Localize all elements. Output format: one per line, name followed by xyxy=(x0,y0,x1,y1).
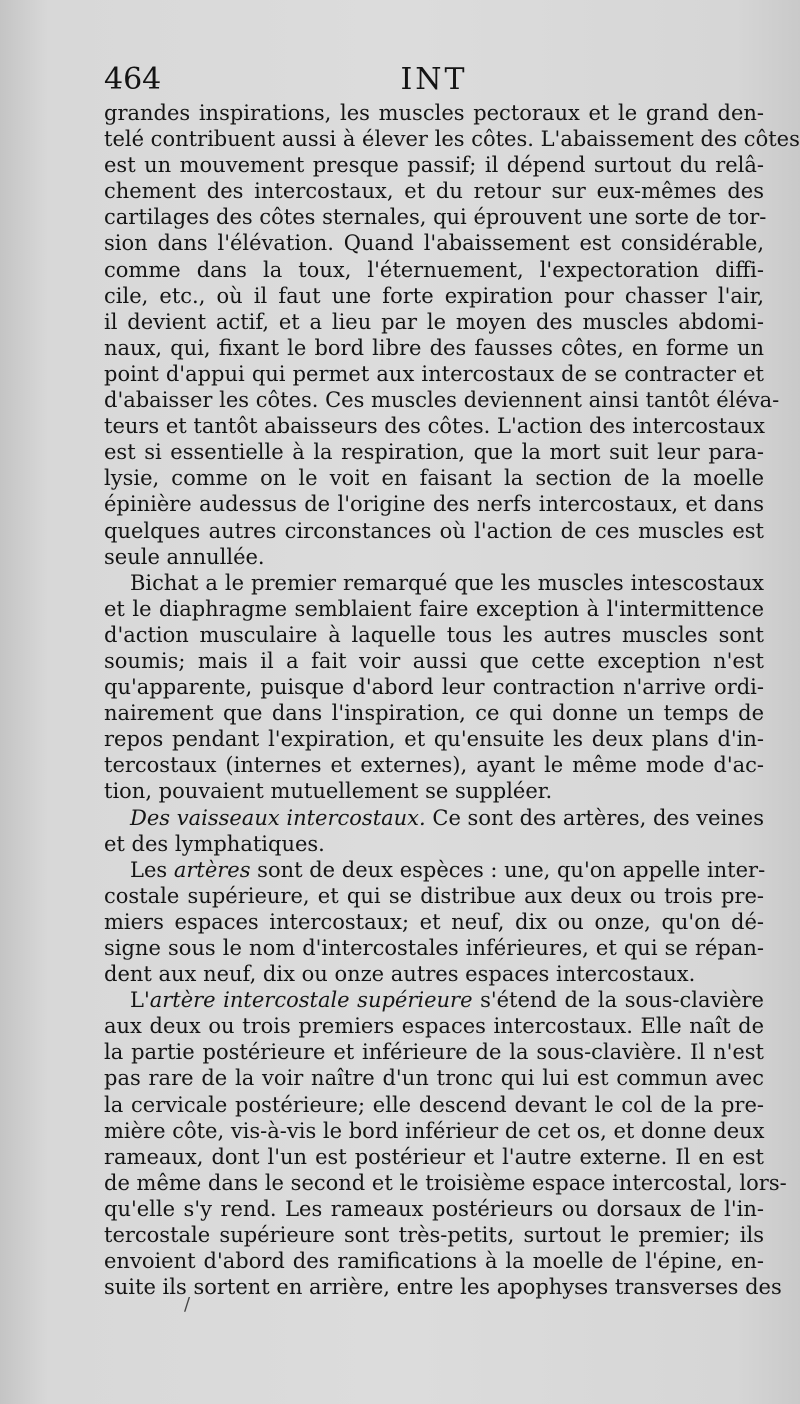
text-line xyxy=(104,1274,782,1300)
line-text: suite ils sortent en arrière, entre les apophyses transverses des xyxy=(104,1275,782,1300)
line-text: est si essentielle à la respiration, que la mort suit leur para- xyxy=(104,440,764,465)
text-line xyxy=(104,1013,764,1039)
page-header xyxy=(104,62,764,102)
text-line xyxy=(104,491,764,517)
text-line xyxy=(104,1222,764,1248)
line-prefix: L' xyxy=(130,988,150,1013)
text-line xyxy=(104,700,764,726)
line-text: tion, pouvaient mutuellement se suppléer. xyxy=(104,779,553,804)
line-text: pas rare de la voir naître d'un tronc qui lui est commun avec xyxy=(104,1066,764,1091)
line-text: repos pendant l'expiration, et qu'ensuite les deux plans d'in- xyxy=(104,727,764,752)
line-text: cartilages des côtes sternales, qui éprouvent une sorte de tor- xyxy=(104,205,767,230)
line-text: tercostale supérieure sont très-petits, surtout le premier; ils xyxy=(104,1223,764,1248)
line-text: teurs et tantôt abaisseurs des côtes. L'action des intercostaux xyxy=(104,414,765,439)
text-line xyxy=(104,126,800,152)
line-prefix: Les xyxy=(130,857,174,882)
text-line xyxy=(104,1196,764,1222)
line-text: il devient actif, et a lieu par le moyen des muscles abdomi- xyxy=(104,309,764,334)
italic-term: artères xyxy=(173,857,251,882)
text-line xyxy=(104,152,764,178)
text-line xyxy=(104,204,767,230)
text-line xyxy=(104,413,764,439)
line-text: rameaux, dont l'un est postérieur et l'autre externe. Il en est xyxy=(104,1144,764,1169)
text-line xyxy=(104,961,764,987)
line-text: qu'elle s'y rend. Les rameaux postérieurs ou dorsaux de l'in- xyxy=(104,1196,764,1221)
text-line xyxy=(104,805,764,831)
footer-mark: / xyxy=(184,1294,191,1315)
line-text: sont de deux espèces : une, qu'on appelle inter- xyxy=(250,857,766,882)
text-line xyxy=(104,674,764,700)
text-line xyxy=(104,726,764,752)
line-text: quelques autres circonstances où l'action de ces muscles est xyxy=(104,518,764,543)
text-line xyxy=(104,257,764,283)
text-line xyxy=(104,778,764,804)
line-text: nairement que dans l'inspiration, ce qui donne un temps de xyxy=(104,701,764,726)
running-head: INT xyxy=(400,62,468,97)
line-text: lysie, comme on le voit en faisant la section de la moelle xyxy=(104,466,764,491)
text-line xyxy=(104,1092,764,1118)
text-line xyxy=(104,570,764,596)
text-line xyxy=(104,1170,787,1196)
text-line xyxy=(104,622,764,648)
text-line xyxy=(104,596,764,622)
line-text: et des lymphatiques. xyxy=(104,831,325,856)
line-text: Bichat a le premier remarqué que les muscles intescostaux xyxy=(130,570,764,595)
line-text: signe sous le nom d'intercostales inférieures, et qui se répan- xyxy=(104,936,764,960)
text-line xyxy=(104,909,764,935)
text-line xyxy=(104,544,764,570)
text-line xyxy=(104,987,764,1013)
line-text: d'abaisser les côtes. Ces muscles deviennent ainsi tantôt éléva- xyxy=(104,388,780,413)
body-text xyxy=(104,100,800,1300)
text-line xyxy=(104,883,764,909)
text-line xyxy=(104,309,764,335)
text-line xyxy=(104,1039,764,1065)
line-text: la cervicale postérieure; elle descend devant le col de la pre- xyxy=(104,1092,764,1117)
line-text: est un mouvement presque passif; il dépend surtout du relâ- xyxy=(104,153,764,178)
line-text: point d'appui qui permet aux intercostaux de se contracter et xyxy=(104,361,764,386)
line-text: dent aux neuf, dix ou onze autres espaces intercostaux. xyxy=(104,962,696,987)
text-line xyxy=(104,1118,764,1144)
line-text: d'action musculaire à laquelle tous les autres muscles sont xyxy=(104,622,764,647)
text-line xyxy=(104,335,764,361)
line-text: miers espaces intercostaux; et neuf, dix ou onze, qu'on dé- xyxy=(104,909,764,934)
text-line xyxy=(104,465,764,491)
text-line xyxy=(104,230,764,256)
text-line xyxy=(104,752,764,778)
text-line xyxy=(104,100,764,126)
line-text: costale supérieure, et qui se distribue aux deux ou trois pre- xyxy=(104,883,764,908)
line-text: mière côte, vis-à-vis le bord inférieur de cet os, et donne deux xyxy=(104,1118,765,1143)
line-text: aux deux ou trois premiers espaces intercostaux. Elle naît de xyxy=(104,1014,764,1039)
line-text: s'étend de la sous-clavière xyxy=(472,988,764,1013)
text-line xyxy=(104,935,764,961)
line-text: cile, etc., où il faut une forte expiration pour chasser l'air, xyxy=(104,283,764,308)
page-number: 464 xyxy=(104,62,162,97)
line-text: de même dans le second et le troisième espace intercostal, lors- xyxy=(104,1170,787,1195)
line-text: telé contribuent aussi à élever les côtes. L'abaissement des côtes xyxy=(104,127,800,152)
text-line xyxy=(104,439,764,465)
text-line xyxy=(104,648,764,674)
italic-term: Des vaisseaux intercostaux. xyxy=(130,805,426,830)
text-line xyxy=(104,1248,764,1274)
text-line xyxy=(104,178,764,204)
text-line xyxy=(104,857,764,883)
text-line xyxy=(104,361,764,387)
line-text: Ce sont des artères, des veines xyxy=(425,805,765,830)
line-text: grandes inspirations, les muscles pectoraux et le grand den- xyxy=(104,101,764,125)
text-line xyxy=(104,283,764,309)
line-text: qu'apparente, puisque d'abord leur contraction n'arrive ordi- xyxy=(104,675,764,700)
line-text: chement des intercostaux, et du retour sur eux-mêmes des xyxy=(104,179,764,204)
text-line xyxy=(104,831,764,857)
line-text: soumis; mais il a fait voir aussi que cette exception n'est xyxy=(104,648,764,673)
text-line xyxy=(104,1065,764,1091)
line-text: envoient d'abord des ramifications à la moelle de l'épine, en- xyxy=(104,1249,764,1274)
line-text: tercostaux (internes et externes), ayant le même mode d'ac- xyxy=(104,753,764,778)
line-text: épinière audessus de l'origine des nerfs intercostaux, et dans xyxy=(104,492,764,517)
line-text: et le diaphragme semblaient faire exception à l'intermittence xyxy=(104,596,764,621)
text-line xyxy=(104,518,764,544)
text-line xyxy=(104,1144,764,1170)
line-text: seule annullée. xyxy=(104,544,265,569)
italic-term: artère intercostale supérieure xyxy=(149,988,473,1013)
text-line xyxy=(104,387,780,413)
line-text: comme dans la toux, l'éternuement, l'expectoration diffi- xyxy=(104,257,764,282)
line-text: la partie postérieure et inférieure de la sous-clavière. Il n'est xyxy=(104,1040,764,1065)
line-text: sion dans l'élévation. Quand l'abaissement est considérable, xyxy=(104,231,764,256)
line-text: naux, qui, fixant le bord libre des fausses côtes, en forme un xyxy=(104,335,764,360)
